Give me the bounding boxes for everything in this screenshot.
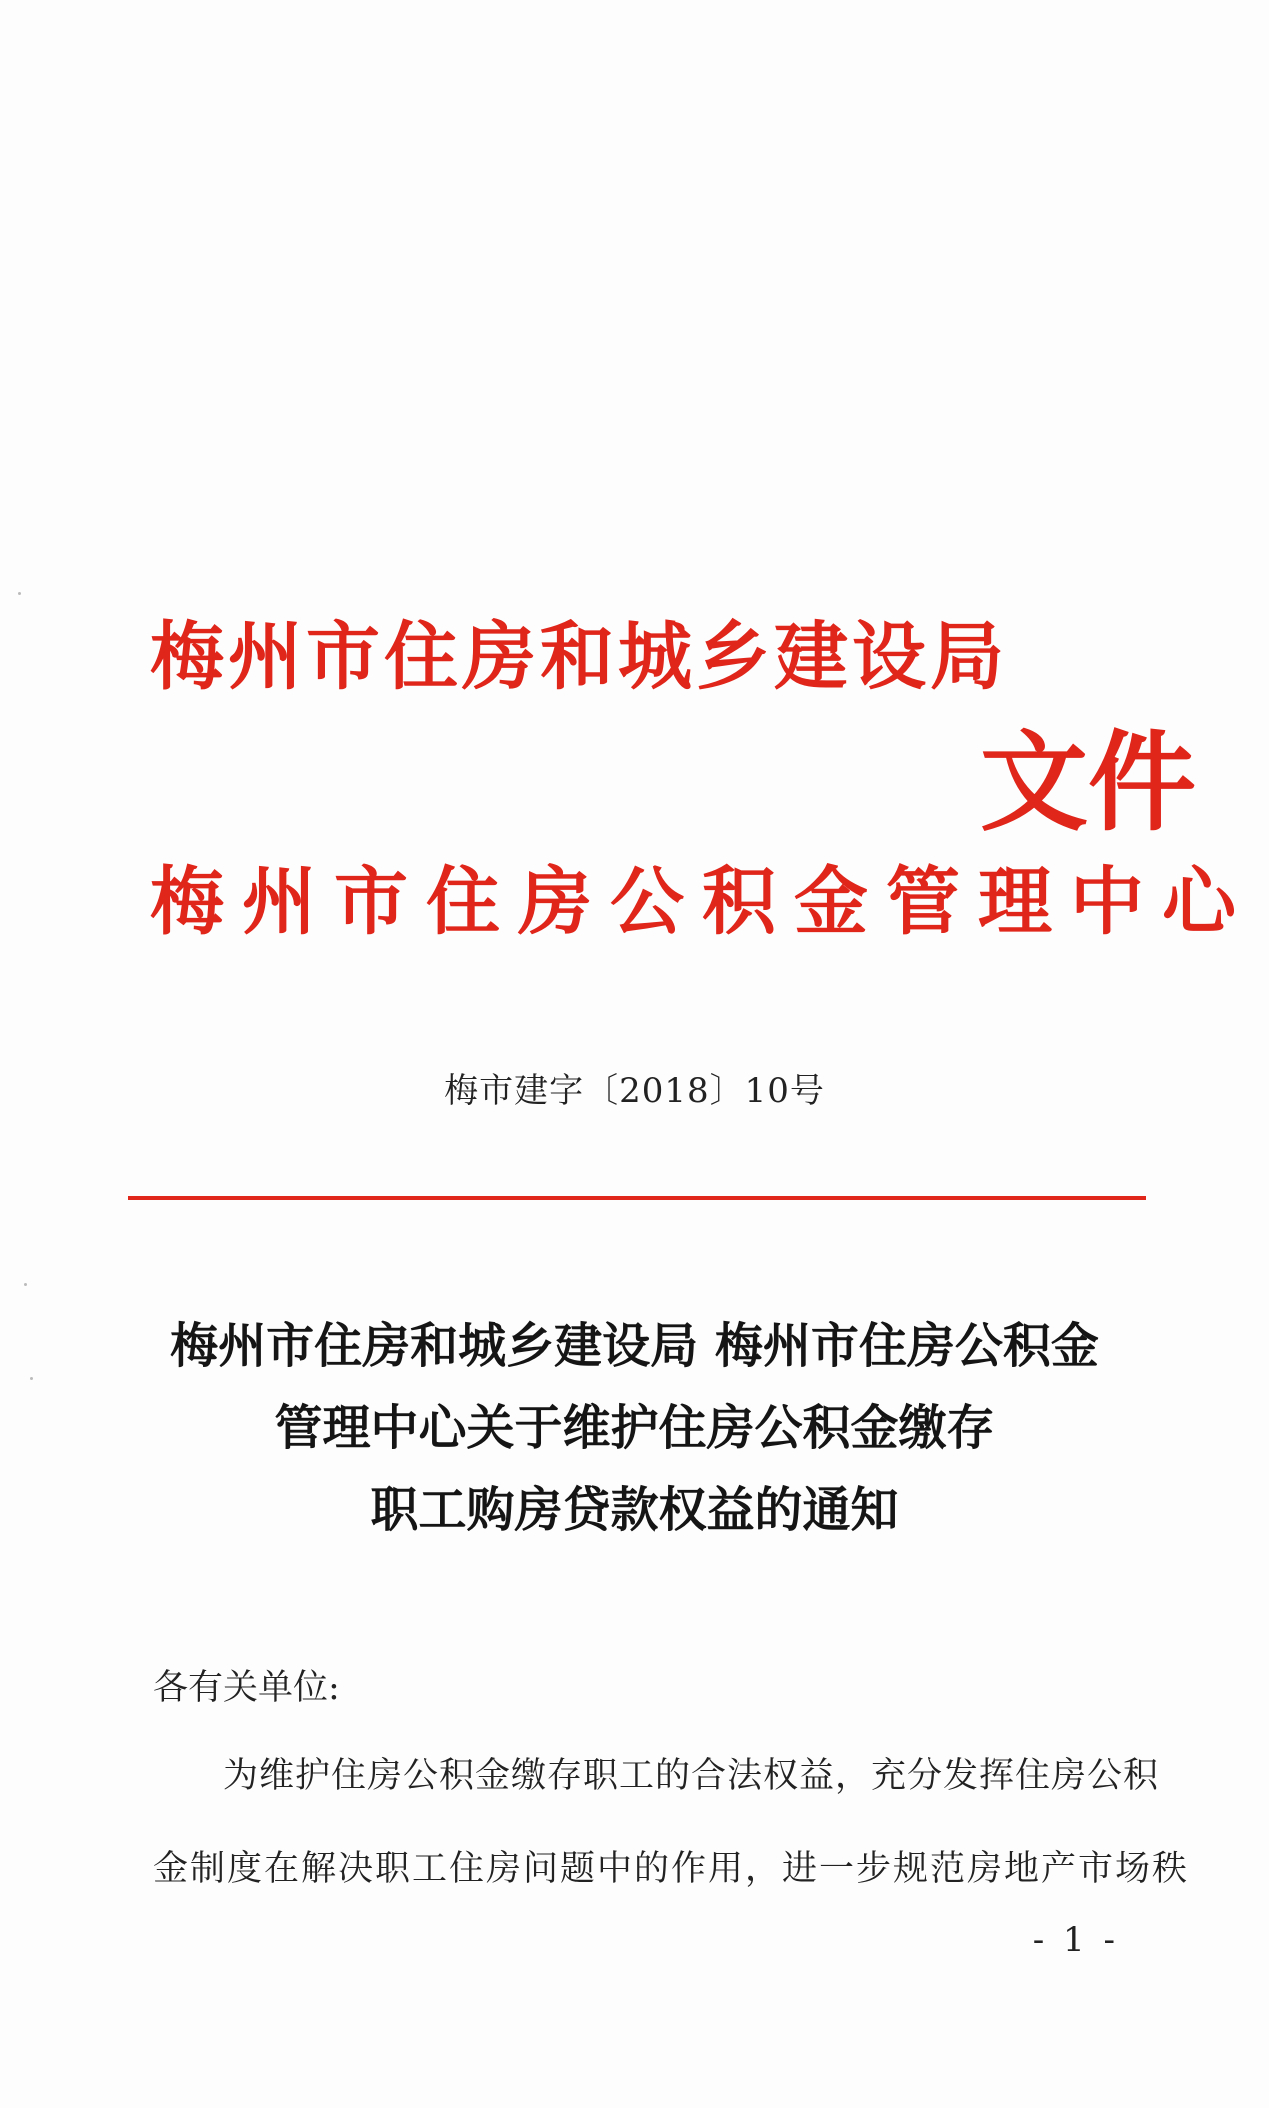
scan-speck: [24, 1283, 27, 1286]
red-masthead: [150, 590, 1254, 990]
document-title: [100, 1305, 1169, 1551]
masthead-suffix: 文件: [980, 721, 1197, 846]
title-line-1: 梅州市住房和城乡建设局 梅州市住房公积金: [170, 1318, 1099, 1374]
scan-speck: [30, 1377, 33, 1380]
salutation: 各有关单位:: [153, 1668, 340, 1708]
title-line-3: 职工购房贷款权益的通知: [370, 1482, 899, 1538]
masthead-org-line-1: 梅州市住房和城乡建设局: [150, 614, 1008, 700]
red-separator-line: [128, 1196, 1146, 1200]
masthead-org-line-2: 梅州市住房公积金管理中心: [150, 859, 1254, 945]
scan-speck: [18, 592, 21, 595]
paragraph-line-2: 金制度在解决职工住房问题中的作用，进一步规范房地产市场秩: [153, 1849, 1190, 1889]
title-line-2: 管理中心关于维护住房公积金缴存: [274, 1400, 995, 1456]
paragraph-line-1: 为维护住房公积金缴存职工的合法权益，充分发挥住房公积: [223, 1756, 1160, 1796]
page-number: - 1 -: [1032, 1920, 1119, 1960]
document-number: 梅市建字〔2018〕10号: [444, 1071, 825, 1111]
